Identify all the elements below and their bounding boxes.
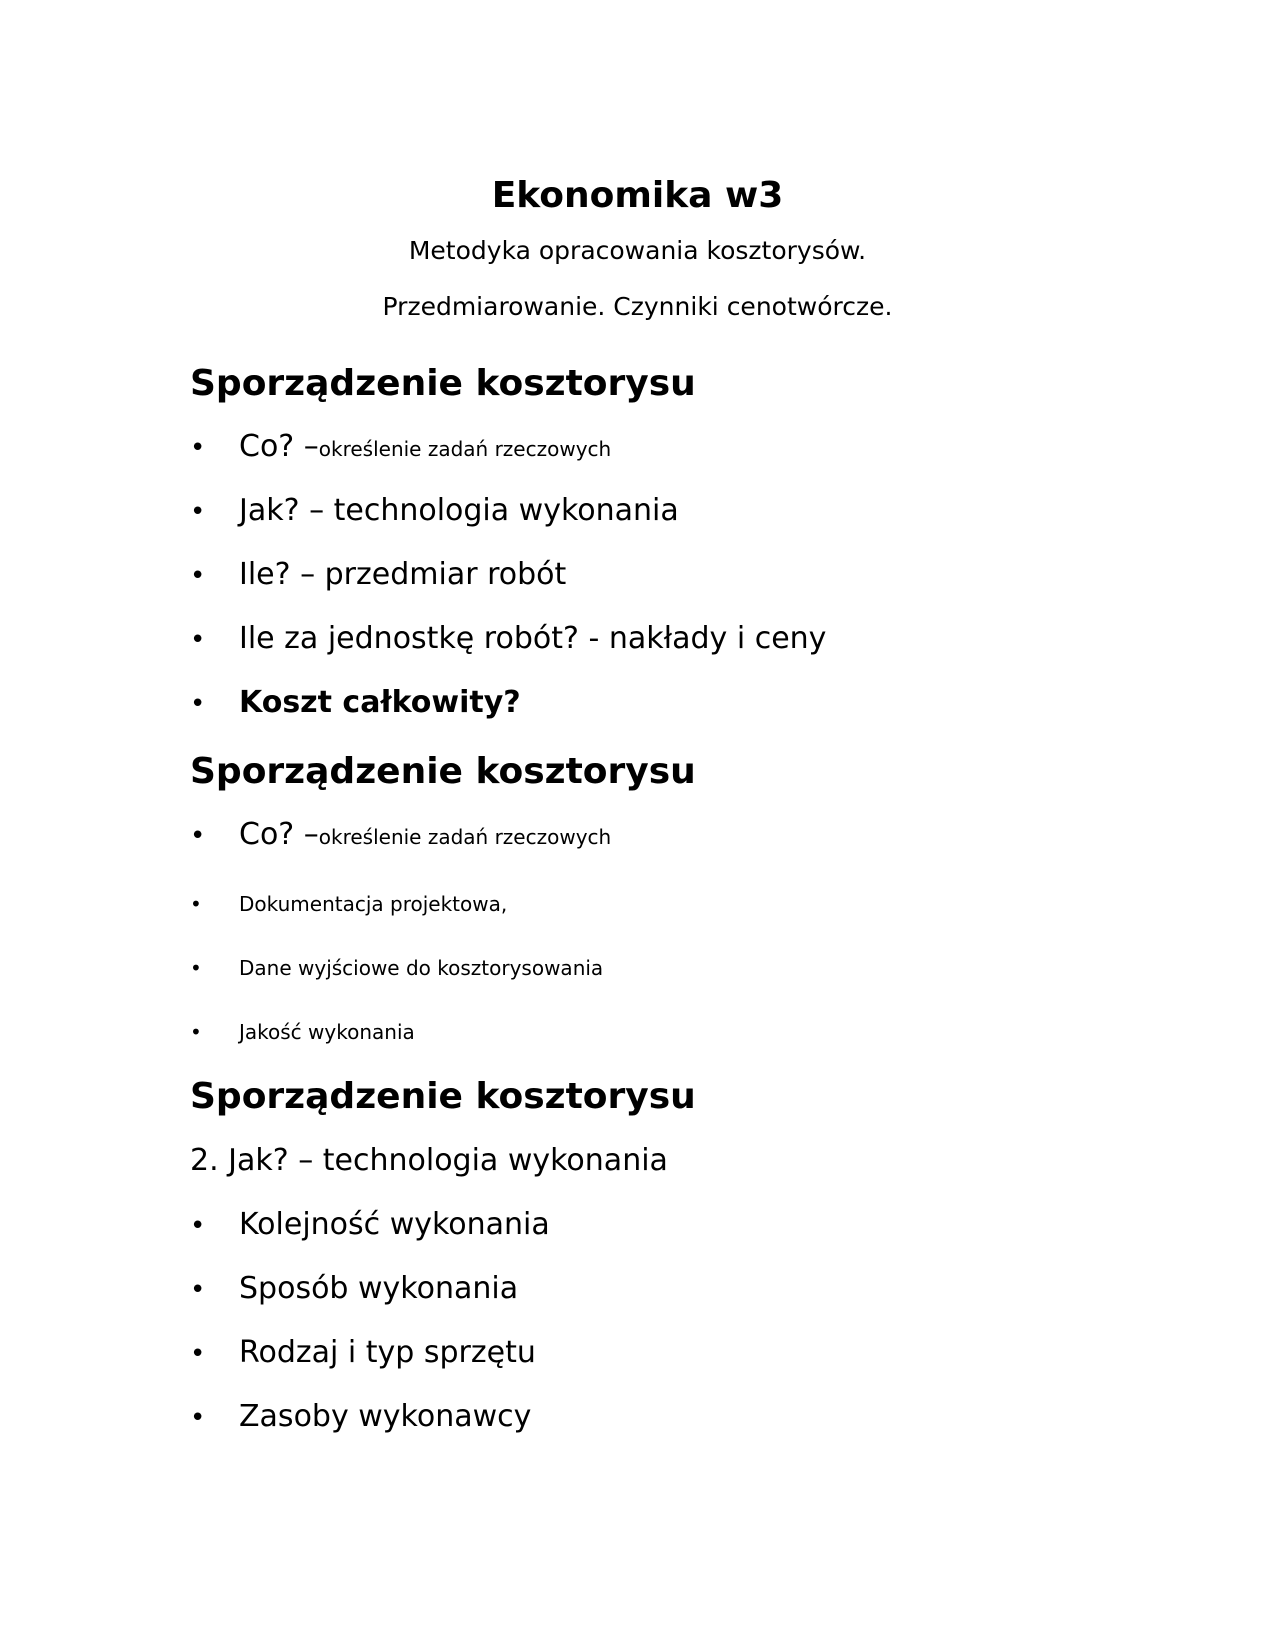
bullet-icon: •	[190, 1339, 206, 1369]
section-1-item-2-text: Jak? – technologia wykonania	[239, 493, 679, 528]
section-1-item-3	[190, 557, 567, 592]
section-2-item-4	[190, 1022, 415, 1042]
document-subtitle-2: Przedmiarowanie. Czynniki cenotwórcze.	[382, 292, 893, 321]
section-2-heading: Sporządzenie kosztorysu	[190, 751, 696, 792]
bullet-icon: •	[190, 892, 202, 916]
section-2-item-2	[190, 894, 507, 914]
document-subtitle-1: Metodyka opracowania kosztorysów.	[408, 236, 867, 265]
section-3-heading: Sporządzenie kosztorysu	[190, 1076, 696, 1117]
section-1-item-2	[190, 493, 679, 528]
bullet-icon: •	[190, 689, 206, 719]
section-2-item-4-text: Jakość wykonania	[239, 1020, 415, 1044]
bullet-icon: •	[190, 821, 206, 851]
section-3-item-4	[190, 1399, 532, 1434]
section-3-item-3	[190, 1335, 536, 1370]
section-1-item-1	[190, 429, 612, 464]
section-1-item-1-tail: określenie zadań rzeczowych	[318, 437, 612, 461]
bullet-icon: •	[190, 497, 206, 527]
section-2-item-1	[190, 817, 612, 852]
section-2-item-3	[190, 958, 603, 978]
section-2-item-3-text: Dane wyjściowe do kosztorysowania	[239, 956, 604, 980]
bullet-icon: •	[190, 1020, 202, 1044]
section-3-intro: 2. Jak? – technologia wykonania	[190, 1143, 668, 1178]
section-1-item-5-text: Koszt całkowity?	[239, 685, 521, 720]
bullet-icon: •	[190, 625, 206, 655]
section-3-item-2	[190, 1271, 519, 1306]
section-3-item-3-text: Rodzaj i typ sprzętu	[239, 1335, 536, 1370]
section-1-item-5	[190, 685, 521, 720]
section-1-item-4	[190, 621, 827, 656]
section-3-item-1	[190, 1207, 550, 1242]
section-3-item-1-text: Kolejność wykonania	[239, 1207, 550, 1242]
section-1-item-4-text: Ile za jednostkę robót? - nakłady i ceny	[239, 621, 827, 656]
section-1-heading: Sporządzenie kosztorysu	[190, 363, 696, 404]
bullet-icon: •	[190, 1275, 206, 1305]
section-1-item-1-lead: Co? –	[239, 429, 319, 464]
bullet-icon: •	[190, 561, 206, 591]
section-3-item-2-text: Sposób wykonania	[239, 1271, 519, 1306]
section-2-item-2-text: Dokumentacja projektowa,	[239, 892, 508, 916]
bullet-icon: •	[190, 1211, 206, 1241]
section-3-item-4-text: Zasoby wykonawcy	[239, 1399, 532, 1434]
bullet-icon: •	[190, 956, 202, 980]
bullet-icon: •	[190, 1403, 206, 1433]
document-title: Ekonomika w3	[491, 175, 784, 216]
section-2-item-1-tail: określenie zadań rzeczowych	[318, 825, 612, 849]
bullet-icon: •	[190, 433, 206, 463]
section-1-item-3-text: Ile? – przedmiar robót	[239, 557, 567, 592]
section-2-item-1-lead: Co? –	[239, 817, 319, 852]
